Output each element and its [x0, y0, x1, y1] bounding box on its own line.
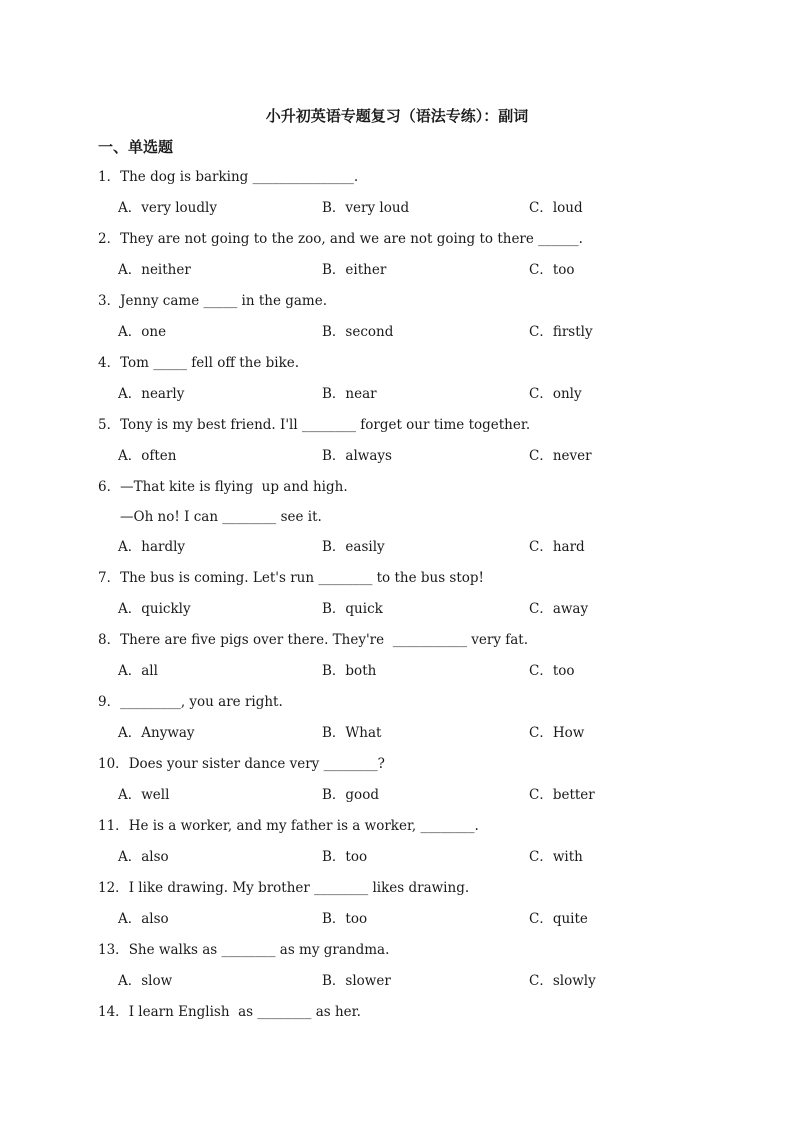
question-number: 3． — [98, 293, 121, 309]
question-number: 11． — [98, 818, 129, 834]
question-number: 2． — [98, 231, 121, 247]
options-9 — [98, 718, 696, 749]
option-a: A．nearly — [118, 386, 185, 402]
question-text: _________, you are right. — [120, 694, 283, 710]
option-a: A．all — [118, 663, 158, 679]
option-b: B．both — [322, 663, 377, 679]
question-14 — [98, 997, 696, 1028]
option-c: C．hard — [529, 539, 585, 555]
option-a: A．also — [118, 849, 169, 865]
option-c: C．How — [529, 725, 585, 741]
option-a: A．one — [118, 324, 167, 340]
question-6-dialog-line: —Oh no! I can ________ see it. — [120, 509, 322, 525]
options-12 — [98, 904, 696, 935]
option-a: A．slow — [118, 973, 173, 989]
option-a: A．also — [118, 911, 169, 927]
question-13 — [98, 935, 696, 966]
option-c: C．only — [529, 386, 582, 402]
option-c: C．with — [529, 849, 583, 865]
question-text: Tom _____ fell off the bike. — [120, 355, 300, 371]
document-title: 小升初英语专题复习（语法专练）：副词 — [265, 107, 529, 125]
question-text: He is a worker, and my father is a worker, ________. — [128, 818, 479, 834]
option-c: C．firstly — [529, 324, 593, 340]
option-c: C．never — [529, 448, 592, 464]
option-a: A．often — [118, 448, 177, 464]
option-a: A．very loudly — [118, 200, 217, 216]
question-5 — [98, 410, 696, 441]
options-6 — [98, 532, 696, 563]
option-b: B．easily — [322, 539, 385, 555]
option-a: A．well — [118, 787, 170, 803]
question-2 — [98, 224, 696, 255]
options-13 — [98, 966, 696, 997]
question-number: 8． — [98, 632, 121, 648]
question-number: 5． — [98, 417, 121, 433]
question-number: 13． — [98, 942, 129, 958]
question-3 — [98, 286, 696, 317]
question-text: I like drawing. My brother ________ likes drawing. — [128, 880, 470, 896]
option-a: A．quickly — [118, 601, 191, 617]
question-11 — [98, 811, 696, 842]
option-b: B．second — [322, 324, 394, 340]
question-number: 4． — [98, 355, 121, 371]
option-b: B．very loud — [322, 200, 410, 216]
question-4 — [98, 348, 696, 379]
question-text: The bus is coming. Let's run ________ to the bus stop! — [120, 570, 484, 586]
option-b: B．either — [322, 262, 387, 278]
question-text: The dog is barking _______________. — [120, 169, 359, 185]
option-b: B．good — [322, 787, 379, 803]
options-3 — [98, 317, 696, 348]
options-7 — [98, 594, 696, 625]
options-10 — [98, 780, 696, 811]
options-11 — [98, 842, 696, 873]
question-7 — [98, 563, 696, 594]
question-text: She walks as ________ as my grandma. — [128, 942, 390, 958]
question-8 — [98, 625, 696, 656]
options-4 — [98, 379, 696, 410]
question-number: 7． — [98, 570, 121, 586]
option-a: A．hardly — [118, 539, 186, 555]
option-c: C．too — [529, 262, 575, 278]
question-6 — [98, 472, 696, 503]
question-10 — [98, 749, 696, 780]
question-text: Tony is my best friend. I'll ________ forget our time together. — [120, 417, 531, 433]
option-b: B．too — [322, 911, 368, 927]
question-number: 9． — [98, 694, 121, 710]
option-c: C．better — [529, 787, 595, 803]
options-8 — [98, 656, 696, 687]
question-text: I learn English as ________ as her. — [128, 1004, 361, 1020]
option-b: B．near — [322, 386, 377, 402]
question-12 — [98, 873, 696, 904]
section-heading: 一、单选题 — [98, 138, 174, 156]
question-number: 12． — [98, 880, 129, 896]
option-b: B．too — [322, 849, 368, 865]
option-a: A．neither — [118, 262, 191, 278]
options-2 — [98, 255, 696, 286]
options-5 — [98, 441, 696, 472]
option-b: B．quick — [322, 601, 383, 617]
option-a: A．Anyway — [118, 725, 195, 741]
option-c: C．too — [529, 663, 575, 679]
options-1 — [98, 193, 696, 224]
question-text: There are five pigs over there. They're ___________ very fat. — [120, 632, 528, 648]
option-c: C．away — [529, 601, 589, 617]
question-9 — [98, 687, 696, 718]
option-b: B．What — [322, 725, 382, 741]
question-text: Jenny came _____ in the game. — [120, 293, 328, 309]
option-b: B．slower — [322, 973, 391, 989]
option-c: C．loud — [529, 200, 583, 216]
question-number: 10． — [98, 756, 129, 772]
question-number: 1． — [98, 169, 121, 185]
option-c: C．slowly — [529, 973, 596, 989]
option-b: B．always — [322, 448, 392, 464]
question-text: —That kite is flying up and high. — [120, 479, 348, 495]
question-number: 6． — [98, 479, 121, 495]
option-c: C．quite — [529, 911, 588, 927]
question-text: They are not going to the zoo, and we are not going to there ______. — [120, 231, 583, 247]
question-number: 14． — [98, 1004, 129, 1020]
question-1 — [98, 162, 696, 193]
question-text: Does your sister dance very ________? — [128, 756, 385, 772]
